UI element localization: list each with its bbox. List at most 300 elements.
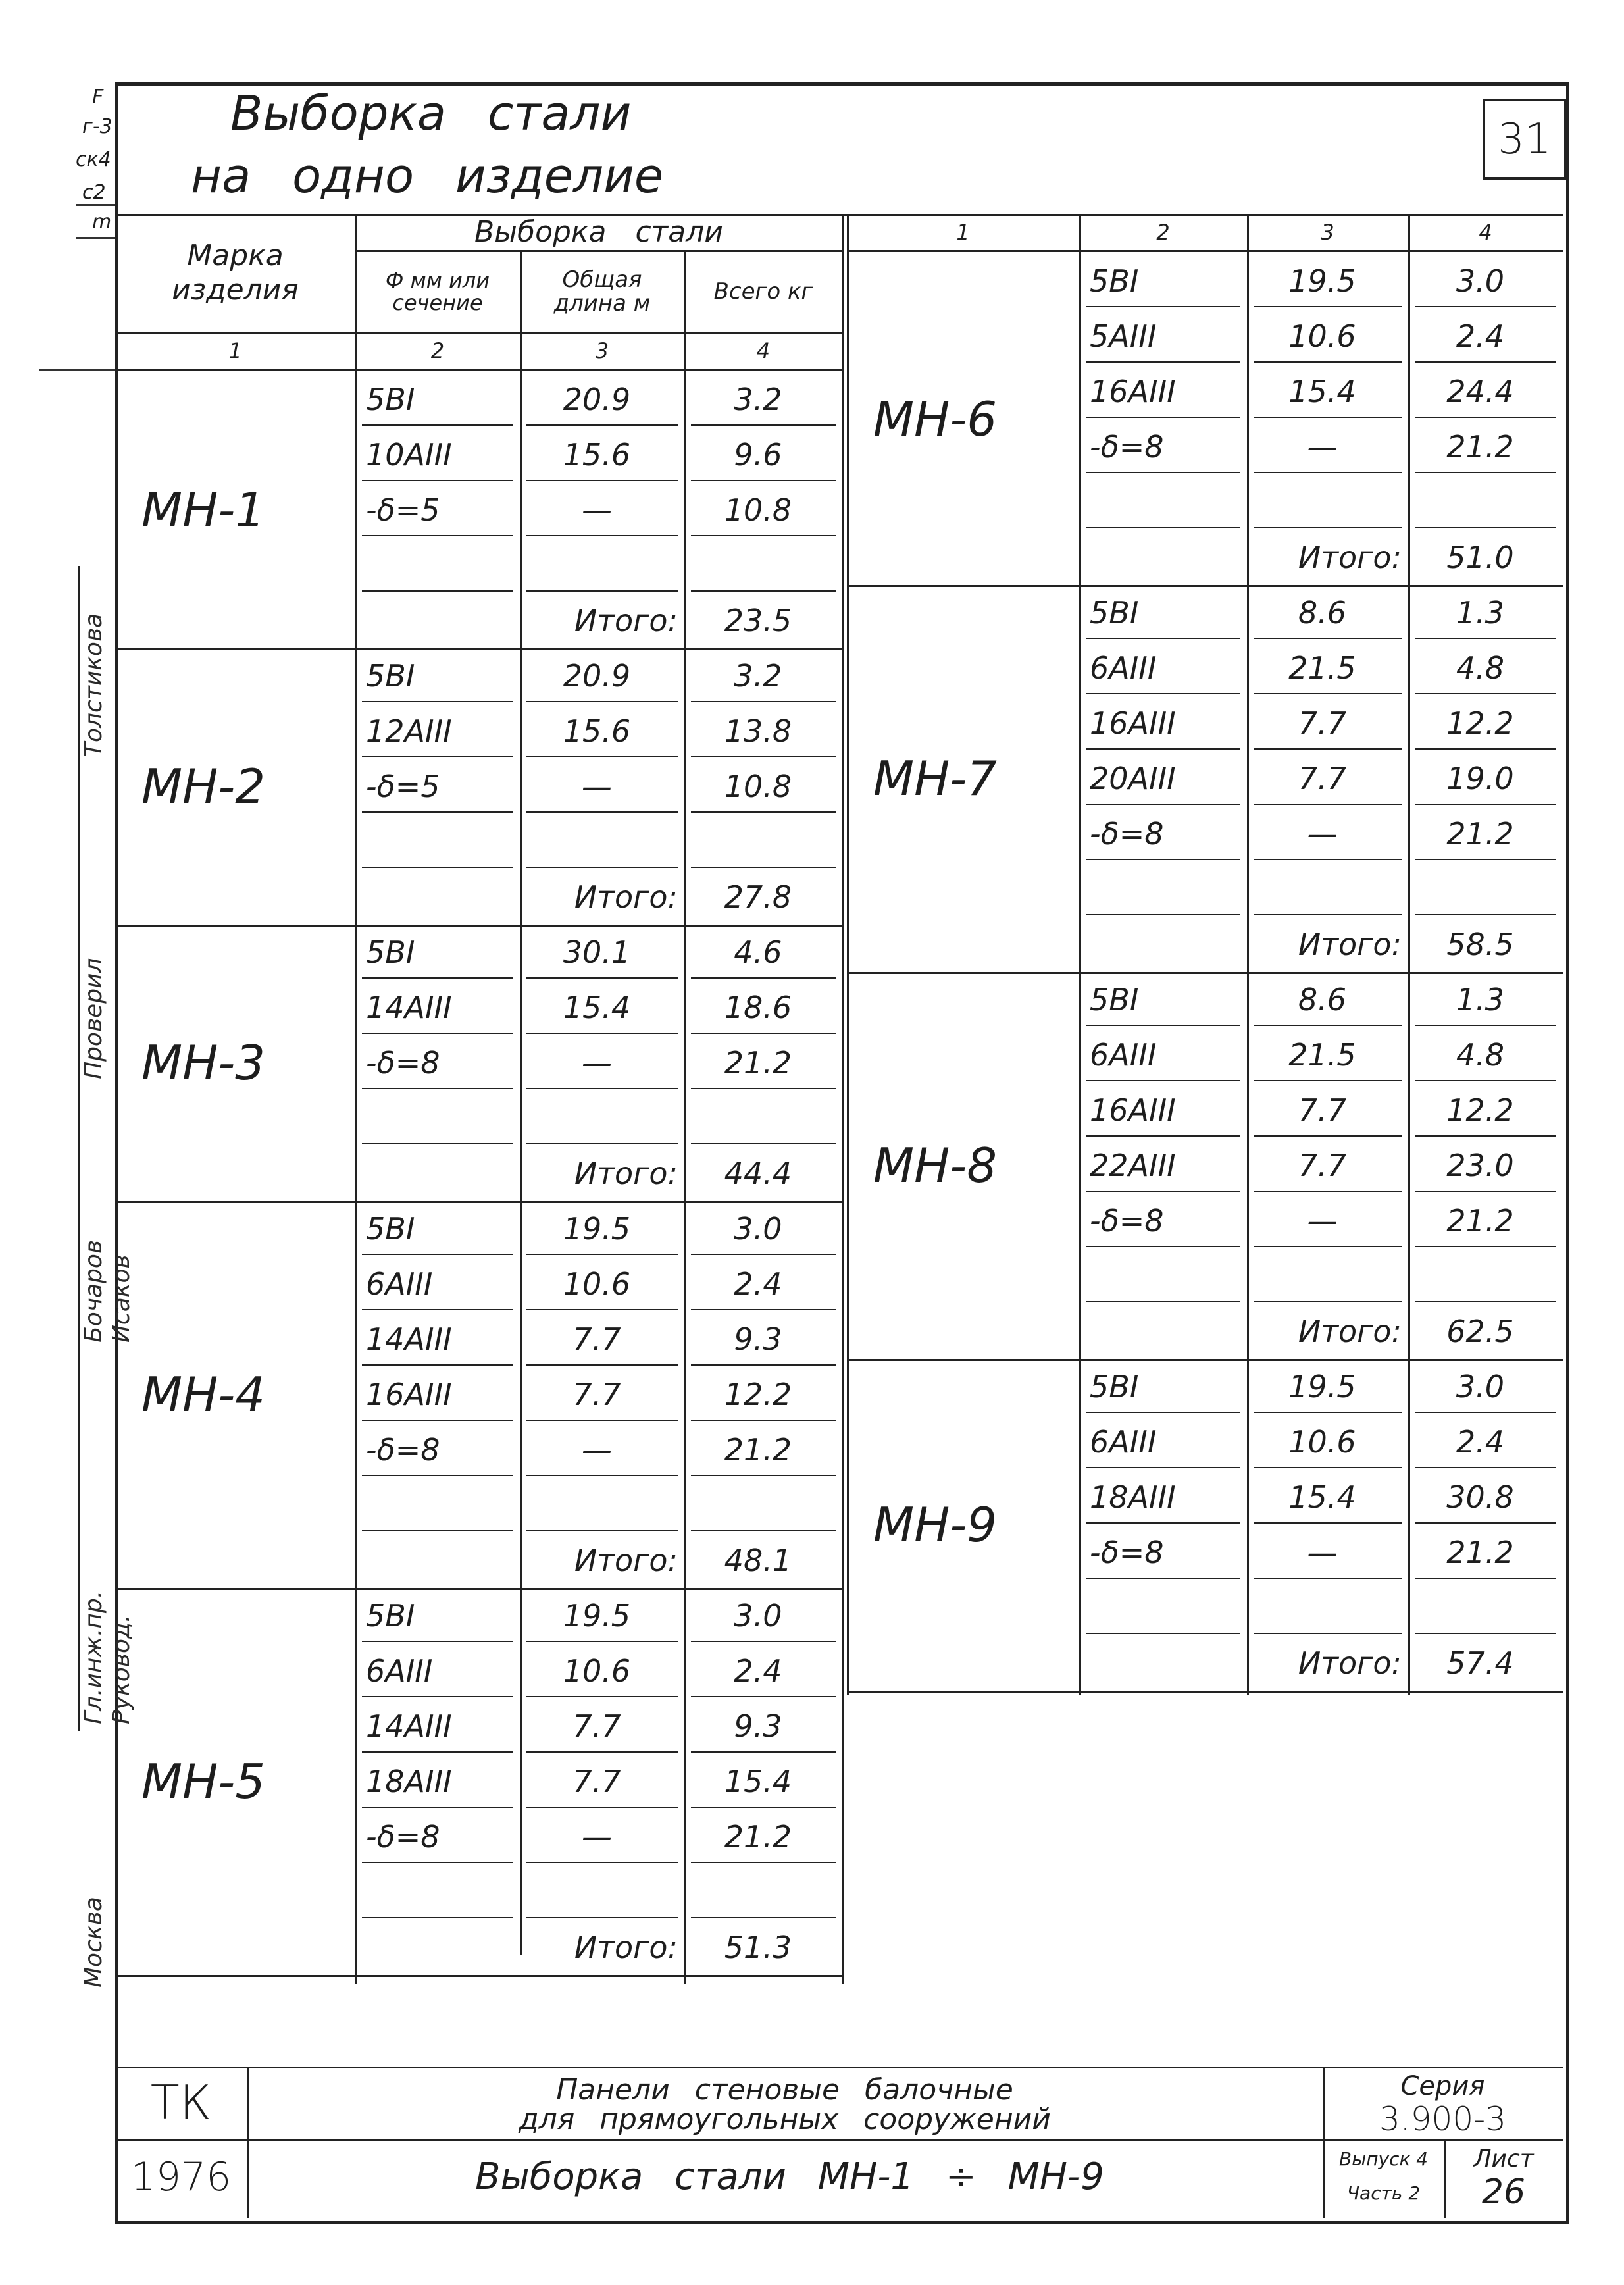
mass-cell: 3.2 xyxy=(734,658,782,694)
row-rule xyxy=(1086,748,1240,750)
row-rule xyxy=(691,867,836,868)
mass-cell: 3.0 xyxy=(734,1598,782,1633)
row-rule xyxy=(1415,361,1556,363)
row-rule xyxy=(1086,417,1240,418)
section-cell xyxy=(1079,864,1247,914)
row-rule xyxy=(1254,472,1402,473)
mass-cell: 19.0 xyxy=(1446,761,1514,796)
section-cell: 16АIII xyxy=(1090,706,1176,741)
row-rule xyxy=(526,1862,678,1863)
length-cell: — xyxy=(582,1432,612,1468)
row-rule xyxy=(1415,1025,1556,1026)
length-cell: 20.9 xyxy=(563,382,631,417)
mass-cell: 9.3 xyxy=(734,1322,782,1357)
header-num: 1 xyxy=(228,338,242,363)
length-cell: 21.5 xyxy=(1288,650,1356,686)
row-rule xyxy=(1086,693,1240,694)
org-code: ТК xyxy=(150,2075,212,2130)
mass-cell: 10.8 xyxy=(724,769,792,804)
mass-cell xyxy=(684,1093,832,1143)
row-rule xyxy=(362,1696,513,1697)
row-rule xyxy=(1086,472,1240,473)
total-label: Итого: xyxy=(1298,540,1402,575)
row-rule xyxy=(526,867,678,868)
section-cell: 6АIII xyxy=(1090,1037,1157,1073)
row-rule xyxy=(1254,1080,1402,1081)
row-rule xyxy=(1415,914,1556,915)
product-mark: МН-8 xyxy=(873,1138,998,1193)
rule xyxy=(247,2067,249,2218)
row-rule xyxy=(1086,1080,1240,1081)
row-rule xyxy=(362,1033,513,1034)
section-cell: 14АIII xyxy=(366,990,452,1025)
length-cell: 10.6 xyxy=(563,1266,631,1302)
section-cell: -δ=8 xyxy=(1090,429,1164,465)
header-num: 3 xyxy=(595,338,609,363)
section-cell: 5ВI xyxy=(366,1211,415,1246)
length-cell: — xyxy=(1307,1535,1338,1570)
row-rule xyxy=(1254,1246,1402,1247)
mass-cell: 24.4 xyxy=(1446,374,1514,409)
row-rule xyxy=(1415,859,1556,860)
row-rule xyxy=(1086,527,1240,528)
length-cell: — xyxy=(1307,1203,1338,1239)
row-rule xyxy=(362,867,513,868)
total-divider xyxy=(1408,917,1410,972)
header-col4: Всего кг xyxy=(713,278,813,305)
total-label: Итого: xyxy=(574,1543,678,1578)
section-cell: 5ВI xyxy=(366,935,415,970)
rule xyxy=(355,250,842,252)
mass-cell: 21.2 xyxy=(724,1045,792,1081)
length-cell: 10.6 xyxy=(1288,319,1356,354)
length-cell: — xyxy=(582,1045,612,1081)
margin-code: с2 xyxy=(82,181,106,204)
length-cell: 10.6 xyxy=(1288,1424,1356,1460)
row-rule xyxy=(691,1033,836,1034)
row-rule xyxy=(691,1530,836,1531)
section-cell: 5ВI xyxy=(366,382,415,417)
section-cell: 5ВI xyxy=(366,658,415,694)
row-rule xyxy=(1086,1301,1240,1302)
mass-cell: 4.8 xyxy=(1456,650,1505,686)
product-mark: МН-5 xyxy=(141,1754,266,1809)
section-cell: 14АIII xyxy=(366,1322,452,1357)
mass-cell: 21.2 xyxy=(1446,429,1514,465)
length-cell: 15.6 xyxy=(563,437,631,473)
row-rule xyxy=(526,535,678,536)
row-rule xyxy=(1254,1633,1402,1634)
row-rule xyxy=(1086,859,1240,860)
margin-rule xyxy=(76,237,115,239)
length-cell xyxy=(520,1093,674,1143)
row-rule xyxy=(691,1751,836,1753)
row-rule xyxy=(1254,1467,1402,1468)
section-cell xyxy=(355,1867,520,1917)
mass-cell: 1.3 xyxy=(1456,595,1505,630)
row-rule xyxy=(526,1033,678,1034)
row-rule xyxy=(1086,1135,1240,1137)
series-label: Серия xyxy=(1400,2071,1485,2101)
title-line1: Панели стеновые балочные xyxy=(556,2072,1013,2107)
row-rule xyxy=(362,535,513,536)
margin-code: F xyxy=(92,86,104,109)
total-label: Итого: xyxy=(574,1930,678,1965)
row-rule xyxy=(362,590,513,592)
length-cell: 19.5 xyxy=(563,1211,631,1246)
margin-rule xyxy=(76,204,115,206)
length-cell xyxy=(520,540,674,590)
row-rule xyxy=(526,1475,678,1476)
row-rule xyxy=(1254,914,1402,915)
length-cell: 7.7 xyxy=(572,1377,621,1412)
product-mark: МН-3 xyxy=(141,1035,266,1091)
section-cell: 12АIII xyxy=(366,713,452,749)
margin-name: Толстикова xyxy=(80,613,107,757)
product-mark: МН-4 xyxy=(141,1367,266,1422)
mass-cell: 21.2 xyxy=(1446,1203,1514,1239)
length-cell xyxy=(1247,864,1398,914)
total-value: 27.8 xyxy=(724,879,792,915)
mass-cell: 4.8 xyxy=(1456,1037,1505,1073)
section-cell: 6АIII xyxy=(1090,1424,1157,1460)
group-rule xyxy=(847,1691,1563,1693)
mass-cell: 12.2 xyxy=(1446,1092,1514,1128)
mass-cell: 2.4 xyxy=(1456,319,1505,354)
margin-name: Проверил xyxy=(80,958,107,1079)
margin-name: Исаков xyxy=(108,1254,135,1343)
section-cell: -δ=8 xyxy=(366,1045,440,1081)
mass-cell: 23.0 xyxy=(1446,1148,1514,1183)
length-cell: 10.6 xyxy=(563,1653,631,1689)
header-num: 3 xyxy=(1321,219,1334,245)
row-rule xyxy=(1254,527,1402,528)
row-rule xyxy=(1254,693,1402,694)
row-rule xyxy=(691,590,836,592)
row-rule xyxy=(526,590,678,592)
mass-cell: 18.6 xyxy=(724,990,792,1025)
section-cell: 5ВI xyxy=(1090,1369,1139,1404)
section-cell xyxy=(355,1480,520,1530)
row-rule xyxy=(526,1696,678,1697)
row-rule xyxy=(362,424,513,426)
section-cell: 5ВI xyxy=(1090,263,1139,299)
mass-cell: 2.4 xyxy=(1456,1424,1505,1460)
length-cell xyxy=(1247,477,1398,527)
row-rule xyxy=(526,1254,678,1255)
section-cell: -δ=8 xyxy=(1090,1535,1164,1570)
header-num: 4 xyxy=(1479,219,1492,245)
row-rule xyxy=(691,756,836,757)
drawing-subtitle: Выборка стали МН-1 ÷ МН-9 xyxy=(475,2155,1104,2198)
row-rule xyxy=(691,480,836,481)
mass-cell: 2.4 xyxy=(734,1653,782,1689)
title-line2: для прямоугольных сооружений xyxy=(519,2102,1051,2136)
row-rule xyxy=(526,701,678,702)
row-rule xyxy=(691,1917,836,1918)
length-cell: 7.7 xyxy=(1298,706,1347,741)
length-cell: 19.5 xyxy=(563,1598,631,1633)
total-value: 62.5 xyxy=(1446,1314,1514,1349)
row-rule xyxy=(691,1088,836,1089)
row-rule xyxy=(1086,1467,1240,1468)
row-rule xyxy=(1086,306,1240,307)
mass-cell: 10.8 xyxy=(724,492,792,528)
total-value: 57.4 xyxy=(1446,1645,1514,1681)
section-cell: -δ=8 xyxy=(366,1819,440,1855)
mass-cell xyxy=(684,540,832,590)
row-rule xyxy=(1086,1246,1240,1247)
margin-name: Руковод. xyxy=(108,1614,135,1724)
row-rule xyxy=(1415,1246,1556,1247)
row-rule xyxy=(1254,1135,1402,1137)
row-rule xyxy=(1254,417,1402,418)
header-mark: Марка изделия xyxy=(172,239,299,307)
section-cell: 5ВI xyxy=(1090,982,1139,1017)
section-cell: -δ=5 xyxy=(366,769,440,804)
row-rule xyxy=(1415,1633,1556,1634)
header-num: 2 xyxy=(1156,219,1170,245)
section-cell: 22АIII xyxy=(1090,1148,1176,1183)
rule xyxy=(842,214,844,1984)
mass-cell: 30.8 xyxy=(1446,1479,1514,1515)
mass-cell: 12.2 xyxy=(1446,706,1514,741)
section-cell: 14АIII xyxy=(366,1708,452,1744)
length-cell: 7.7 xyxy=(1298,1148,1347,1183)
section-cell xyxy=(1079,1583,1247,1633)
total-label: Итого: xyxy=(574,1156,678,1191)
length-cell xyxy=(1247,1251,1398,1301)
row-rule xyxy=(691,1420,836,1421)
section-cell: -δ=8 xyxy=(1090,1203,1164,1239)
length-cell: 15.4 xyxy=(1288,374,1356,409)
mass-cell: 15.4 xyxy=(724,1764,792,1799)
mass-cell: 1.3 xyxy=(1456,982,1505,1017)
row-rule xyxy=(691,1862,836,1863)
section-cell xyxy=(1079,477,1247,527)
mass-cell: 3.0 xyxy=(1456,263,1505,299)
row-rule xyxy=(1415,1412,1556,1413)
length-cell: 7.7 xyxy=(572,1764,621,1799)
row-rule xyxy=(526,1088,678,1089)
row-rule xyxy=(1254,804,1402,805)
length-cell xyxy=(520,817,674,867)
margin-name: Москва xyxy=(80,1897,107,1988)
row-rule xyxy=(1086,361,1240,363)
row-rule xyxy=(691,1807,836,1808)
mass-cell: 4.6 xyxy=(734,935,782,970)
rule xyxy=(115,2067,1563,2068)
row-rule xyxy=(691,811,836,813)
length-cell: 7.7 xyxy=(1298,761,1347,796)
length-cell: 15.4 xyxy=(1288,1479,1356,1515)
mass-cell xyxy=(1408,1251,1552,1301)
row-rule xyxy=(362,701,513,702)
row-rule xyxy=(691,701,836,702)
total-value: 23.5 xyxy=(724,603,792,638)
row-rule xyxy=(1415,1578,1556,1579)
row-rule xyxy=(362,1254,513,1255)
row-rule xyxy=(1415,1522,1556,1524)
total-label: Итого: xyxy=(1298,1314,1402,1349)
length-cell: 8.6 xyxy=(1298,595,1347,630)
header-num: 1 xyxy=(956,219,970,245)
row-rule xyxy=(362,1862,513,1863)
row-rule xyxy=(691,1475,836,1476)
section-cell: -δ=8 xyxy=(1090,816,1164,852)
margin-code: ск4 xyxy=(76,148,111,171)
row-rule xyxy=(1086,1025,1240,1026)
row-rule xyxy=(1086,1578,1240,1579)
row-rule xyxy=(1254,306,1402,307)
length-cell xyxy=(520,1867,674,1917)
row-rule xyxy=(526,1751,678,1753)
row-rule xyxy=(1415,306,1556,307)
total-label: Итого: xyxy=(574,879,678,915)
mass-cell: 3.2 xyxy=(734,382,782,417)
length-cell: 15.6 xyxy=(563,713,631,749)
row-rule xyxy=(362,811,513,813)
header-col3: Общая длина м xyxy=(553,266,651,317)
row-rule xyxy=(362,1751,513,1753)
mass-cell: 13.8 xyxy=(724,713,792,749)
row-rule xyxy=(1254,361,1402,363)
row-rule xyxy=(1415,417,1556,418)
page-title-line2: на одно изделие xyxy=(191,148,664,203)
product-mark: МН-9 xyxy=(873,1497,998,1553)
row-rule xyxy=(1086,1191,1240,1192)
mass-cell: 3.0 xyxy=(1456,1369,1505,1404)
row-rule xyxy=(1415,748,1556,750)
mass-cell xyxy=(1408,864,1552,914)
margin-name: Гл.инж.пр. xyxy=(80,1590,107,1724)
total-value: 48.1 xyxy=(724,1543,792,1578)
row-rule xyxy=(362,1641,513,1642)
row-rule xyxy=(1415,1135,1556,1137)
section-cell: 10АIII xyxy=(366,437,452,473)
mass-cell: 21.2 xyxy=(724,1432,792,1468)
row-rule xyxy=(1415,638,1556,639)
row-rule xyxy=(691,424,836,426)
section-cell: 18АIII xyxy=(366,1764,452,1799)
header-num: 4 xyxy=(756,338,771,363)
length-cell: — xyxy=(1307,816,1338,852)
header-group: Выборка стали xyxy=(474,215,723,249)
mass-cell: 21.2 xyxy=(1446,1535,1514,1570)
margin-rule xyxy=(39,369,115,371)
series-value: 3.900-3 xyxy=(1379,2099,1506,2138)
product-mark: МН-1 xyxy=(141,482,266,538)
row-rule xyxy=(362,1420,513,1421)
row-rule xyxy=(1254,1301,1402,1302)
length-cell xyxy=(520,1480,674,1530)
length-cell: 7.7 xyxy=(572,1322,621,1357)
section-cell: 18АIII xyxy=(1090,1479,1176,1515)
mass-cell: 12.2 xyxy=(724,1377,792,1412)
row-rule xyxy=(1415,804,1556,805)
length-cell: 30.1 xyxy=(563,935,631,970)
section-cell xyxy=(355,1093,520,1143)
row-rule xyxy=(362,1475,513,1476)
product-mark: МН-6 xyxy=(873,392,998,447)
org-year: 1976 xyxy=(130,2153,232,2200)
mass-cell xyxy=(684,1867,832,1917)
rule xyxy=(115,369,842,371)
sheet-label: Лист xyxy=(1473,2145,1534,2172)
total-divider xyxy=(684,869,686,925)
total-label: Итого: xyxy=(574,603,678,638)
row-rule xyxy=(1415,472,1556,473)
total-label: Итого: xyxy=(1298,1645,1402,1681)
row-rule xyxy=(1415,527,1556,528)
row-rule xyxy=(526,1143,678,1144)
mass-cell xyxy=(684,817,832,867)
length-cell: — xyxy=(582,1819,612,1855)
total-divider xyxy=(684,1146,686,1201)
length-cell: 8.6 xyxy=(1298,982,1347,1017)
total-divider xyxy=(684,1920,686,1975)
margin-name: Бочаров xyxy=(80,1239,107,1343)
row-rule xyxy=(526,756,678,757)
row-rule xyxy=(526,1807,678,1808)
mass-cell: 21.2 xyxy=(724,1819,792,1855)
total-divider xyxy=(1408,1304,1410,1359)
total-value: 51.0 xyxy=(1446,540,1514,575)
length-cell: 19.5 xyxy=(1288,1369,1356,1404)
row-rule xyxy=(362,1364,513,1366)
sheet-value: 26 xyxy=(1481,2172,1526,2212)
section-cell: 16АIII xyxy=(366,1377,452,1412)
row-rule xyxy=(526,480,678,481)
row-rule xyxy=(691,1641,836,1642)
issue-label: Выпуск 4 xyxy=(1338,2147,1429,2170)
row-rule xyxy=(362,977,513,979)
mass-cell: 21.2 xyxy=(1446,816,1514,852)
row-rule xyxy=(1415,1467,1556,1468)
section-cell: 5ВI xyxy=(1090,595,1139,630)
row-rule xyxy=(1086,1522,1240,1524)
total-value: 58.5 xyxy=(1446,927,1514,962)
row-rule xyxy=(1254,1025,1402,1026)
row-rule xyxy=(1086,914,1240,915)
row-rule xyxy=(526,811,678,813)
section-cell xyxy=(355,540,520,590)
section-cell: 6АIII xyxy=(1090,650,1157,686)
length-cell: 21.5 xyxy=(1288,1037,1356,1073)
row-rule xyxy=(526,1420,678,1421)
row-rule xyxy=(1254,1522,1402,1524)
row-rule xyxy=(1254,638,1402,639)
header-col2: Ф мм или сечение xyxy=(385,267,490,315)
mass-cell xyxy=(1408,1583,1552,1633)
mass-cell: 3.0 xyxy=(734,1211,782,1246)
row-rule xyxy=(362,480,513,481)
row-rule xyxy=(691,1309,836,1310)
section-cell: 5ВI xyxy=(366,1598,415,1633)
length-cell: 7.7 xyxy=(1298,1092,1347,1128)
row-rule xyxy=(691,1254,836,1255)
length-cell: — xyxy=(582,769,612,804)
row-rule xyxy=(526,1530,678,1531)
row-rule xyxy=(1415,693,1556,694)
part-label: Часть 2 xyxy=(1346,2182,1421,2204)
length-cell: 20.9 xyxy=(563,658,631,694)
section-cell xyxy=(1079,1251,1247,1301)
row-rule xyxy=(526,1309,678,1310)
section-cell: 6АIII xyxy=(366,1266,433,1302)
row-rule xyxy=(1415,1301,1556,1302)
section-cell: 20АIII xyxy=(1090,761,1176,796)
